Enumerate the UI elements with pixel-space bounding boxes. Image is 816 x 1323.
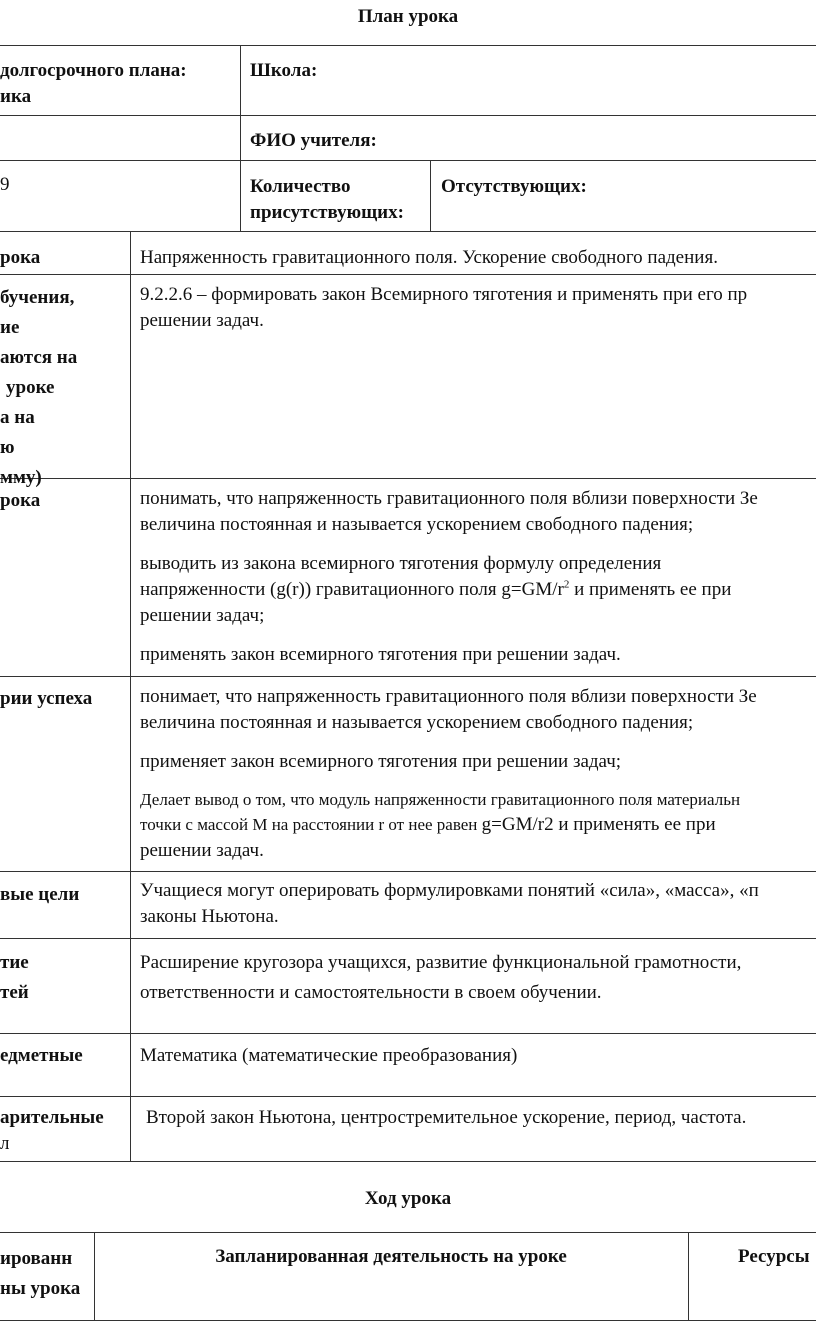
lesson-goals-label: рока (0, 490, 41, 511)
topic-label: рока (0, 247, 41, 268)
plan-label: долгосрочного плана: ика (0, 60, 187, 107)
success-criteria-value: понимает, что напряженность гравитационного поля вблизи поверхности Зе величина постоянная и называется ускорением свободного падения; применяет закон всемирного тяготения при решении задач; Делает вывод о том, что модуль напряженности гравитационного поля материальн точки с массой М на расстоянии r от нее равен g=GM/r2 и применять ее при решении задач. (140, 686, 757, 861)
intersubject-value: Математика (математические преобразования) (140, 1045, 518, 1066)
language-goals-value: Учащиеся могут оперировать формулировками понятий «сила», «масса», «п законы Ньютона. (140, 880, 759, 927)
topic-value: Напряженность гравитационного поля. Ускорение свободного падения. (140, 247, 718, 268)
planned-activity-header: Запланированная деятельность на уроке (215, 1246, 567, 1267)
school-label: Школа: (250, 60, 318, 81)
lesson-stages-header: ированн ны урока (0, 1248, 81, 1299)
values-label: тие тей (0, 952, 29, 1003)
absent-count-label: Отсутствующих: (441, 176, 587, 197)
lesson-flow-title: Ход урока (364, 1188, 452, 1209)
learning-objectives-label: бучения, ие аются на уроке а на ю мму) (0, 287, 78, 488)
learning-objectives-value: 9.2.2.6 – формировать закон Всемирного тяготения и применять при его пр решении задач. (140, 284, 748, 331)
grade-value: 9 (0, 174, 10, 195)
values-value: Расширение кругозора учащихся, развитие функциональной грамотности, ответственности и самостоятельности в своем обучении. (140, 952, 742, 1003)
lesson-goals-value: понимать, что напряженность гравитационного поля вблизи поверхности Зе величина постоянная и называется ускорением свободного падения; выводить из закона всемирного тяготения формулу определения напряженности (g(r)) гравитационного поля $g=GM/r^2$ и применять ее при решении задач; применять закон всемирного тяготения при решении задач. (140, 488, 758, 666)
resources-header: Ресурсы (738, 1246, 810, 1267)
prior-knowledge-label: арительные л (0, 1107, 104, 1154)
teacher-label: ФИО учителя: (250, 130, 377, 151)
language-goals-label: вые цели (0, 884, 80, 905)
intersubject-label: едметные (0, 1045, 83, 1066)
success-criteria-label: рии успеха (0, 688, 93, 709)
page-title: План урока (357, 6, 459, 27)
prior-knowledge-value: Второй закон Ньютона, центростремительное ускорение, период, частота. (146, 1107, 747, 1128)
present-count-label: Количество присутствующих: (250, 176, 404, 223)
